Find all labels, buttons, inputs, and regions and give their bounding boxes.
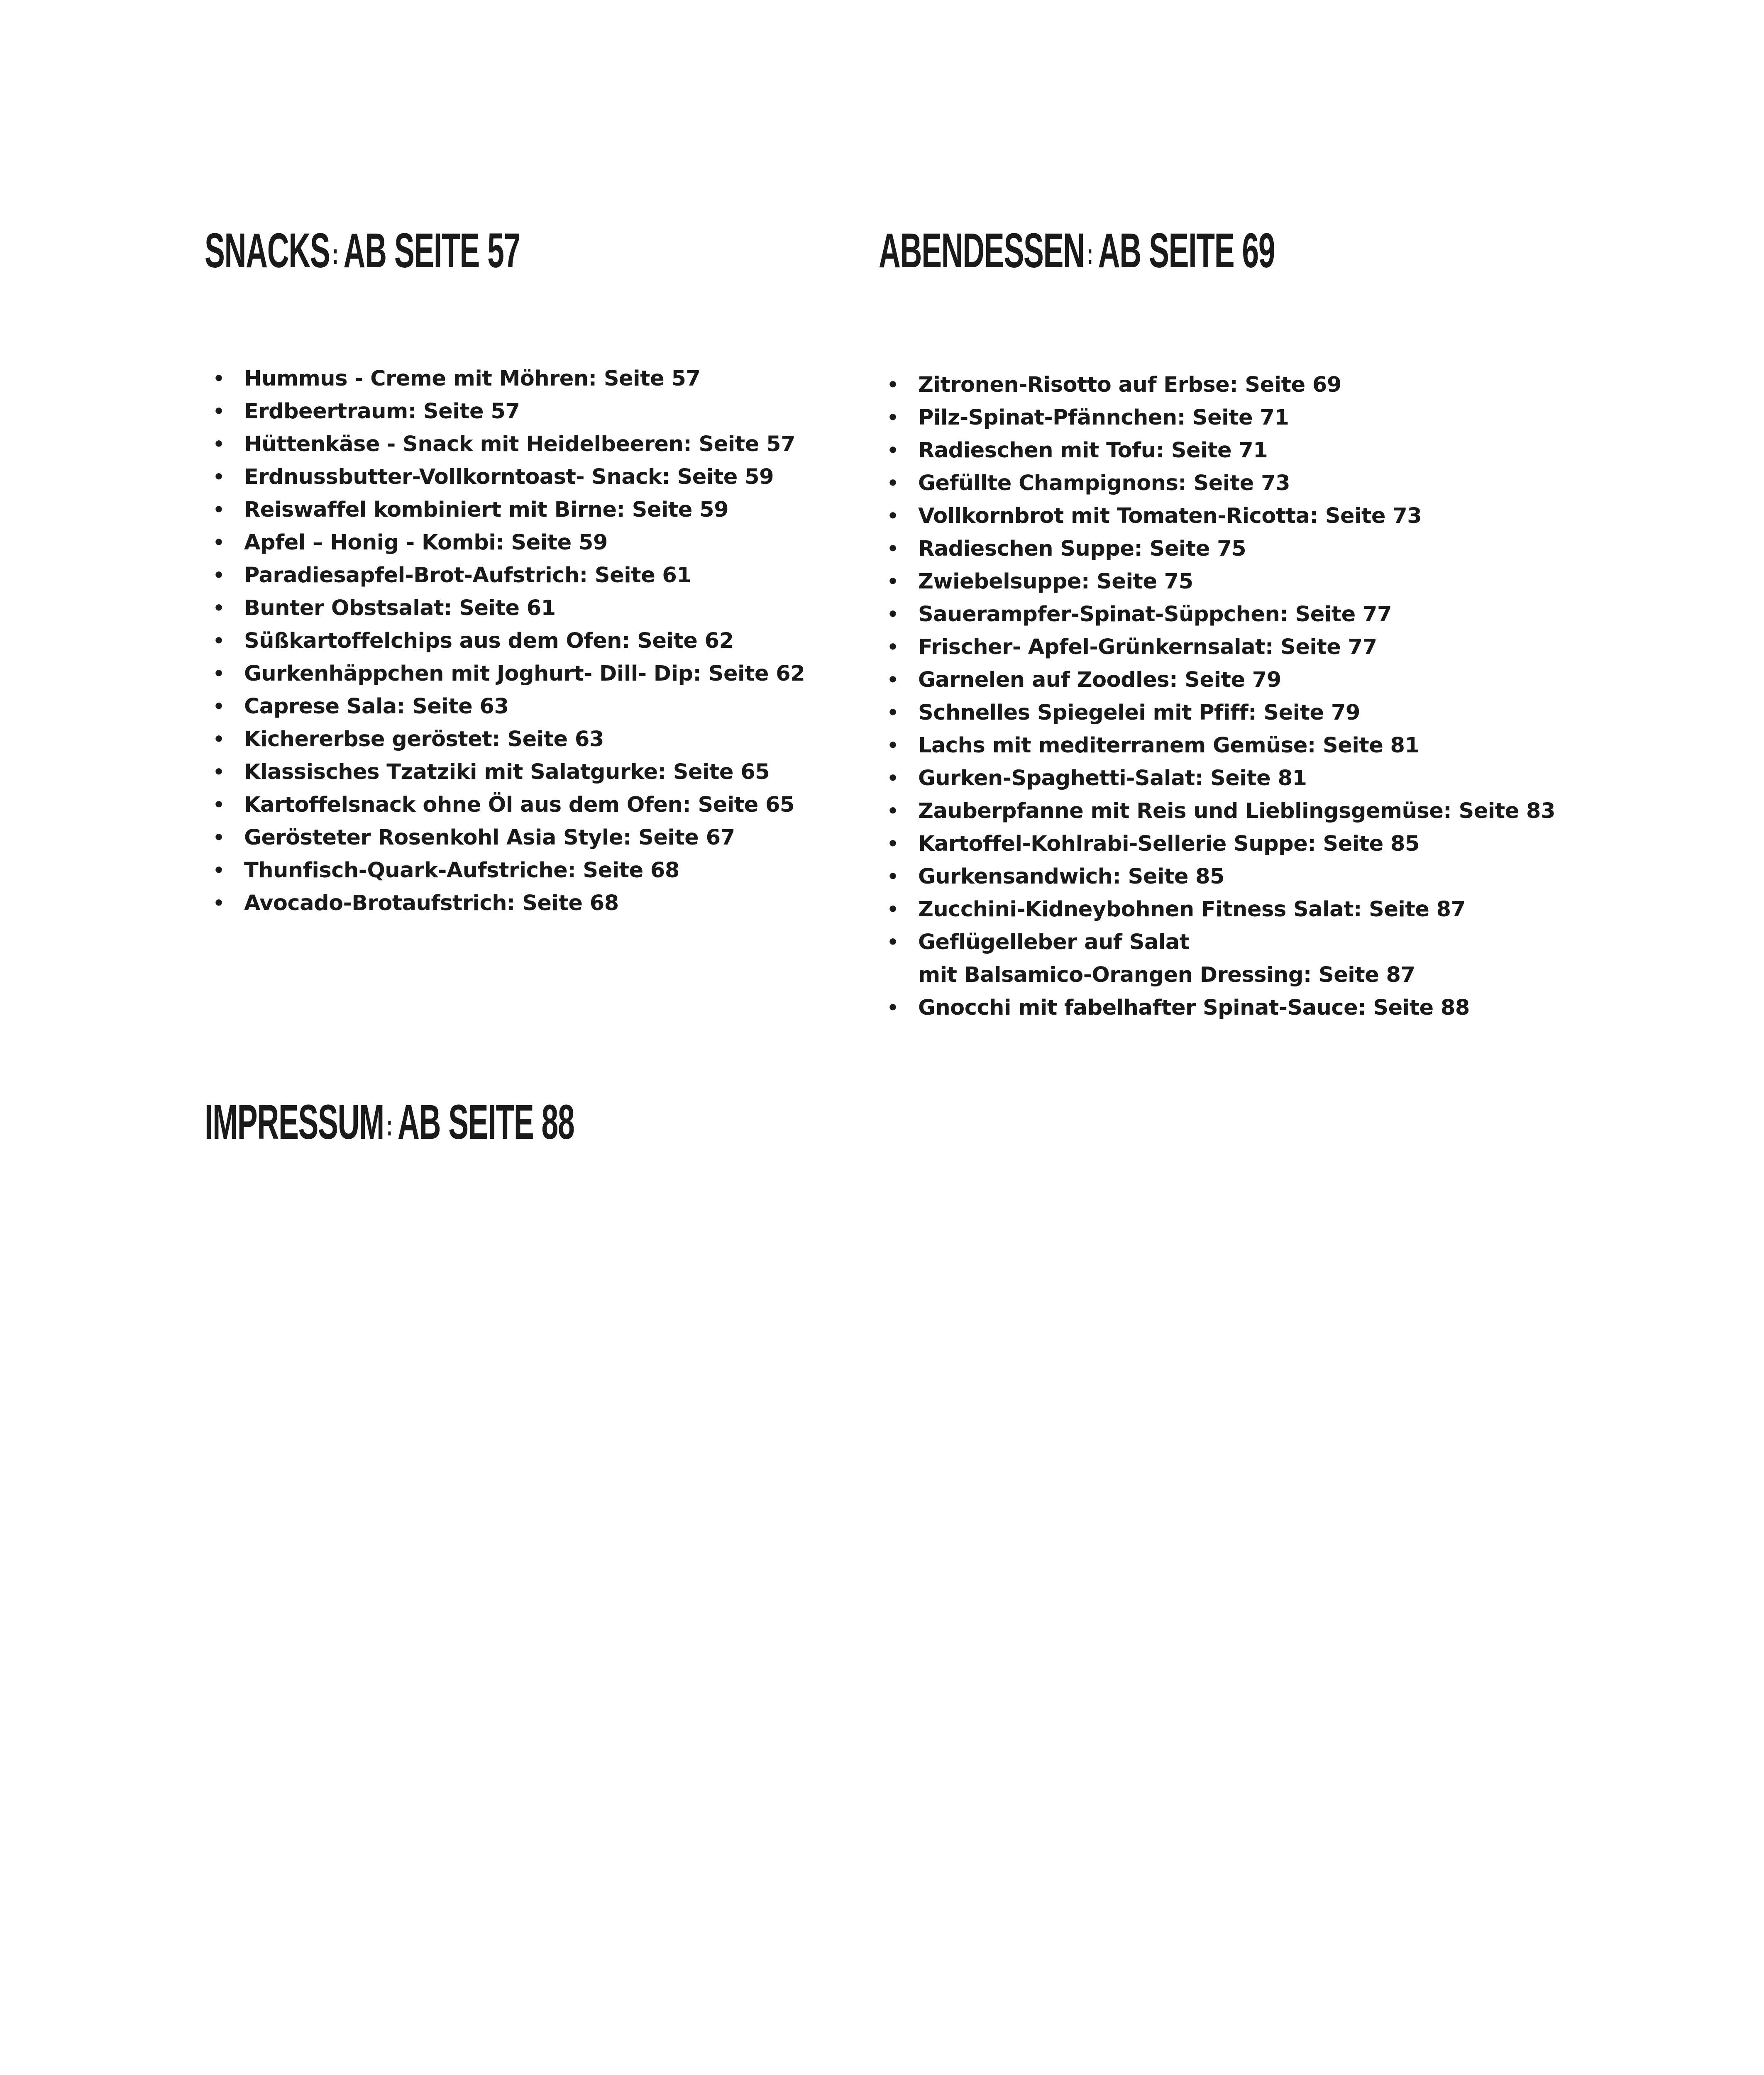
list-item: [205, 788, 805, 821]
list-item: [879, 828, 1555, 860]
section-heading-abendessen: [879, 223, 1275, 278]
list-item-label: Gurken-Spaghetti-Salat: Seite 81: [918, 766, 1307, 791]
list-item: [205, 756, 805, 788]
bullet-icon: •: [887, 899, 899, 920]
list-item: [205, 493, 805, 526]
list-item-label: Vollkornbrot mit Tomaten-Ricotta: Seite 73: [918, 504, 1422, 528]
list-item-label: Thunfisch-Quark-Aufstriche: Seite 68: [244, 858, 679, 883]
list-item-label: Hüttenkäse - Snack mit Heidelbeeren: Seite 57: [244, 432, 795, 456]
bullet-icon: •: [887, 735, 899, 756]
heading-colon: :: [332, 238, 338, 270]
section-heading-snacks: [205, 223, 520, 278]
list-item-label: Zucchini-Kidneybohnen Fitness Salat: Seite 87: [918, 897, 1466, 922]
list-item: [205, 887, 805, 920]
list-item-label: Erdnussbutter-Vollkorntoast- Snack: Seite 59: [244, 465, 774, 489]
bullet-icon: •: [213, 696, 225, 717]
bullet-icon: •: [887, 505, 899, 527]
list-item-label: Klassisches Tzatziki mit Salatgurke: Seite 65: [244, 760, 770, 784]
bullet-icon: •: [887, 407, 899, 428]
section-heading-impressum: [205, 1095, 574, 1150]
bullet-icon: •: [887, 637, 899, 658]
list-item-label: Reiswaffel kombiniert mit Birne: Seite 59: [244, 498, 729, 522]
bullet-icon: •: [887, 538, 899, 559]
bullet-icon: •: [887, 473, 899, 494]
list-item-label: Kichererbse geröstet: Seite 63: [244, 727, 604, 752]
list-item: [879, 762, 1555, 795]
list-item: [879, 401, 1555, 434]
list-item: [205, 526, 805, 559]
list-item-label: Kartoffel-Kohlrabi-Sellerie Suppe: Seite 85: [918, 832, 1420, 856]
bullet-icon: •: [213, 630, 225, 652]
bullet-icon: •: [213, 532, 225, 553]
bullet-icon: •: [213, 466, 225, 488]
list-item: [879, 795, 1555, 828]
bullet-icon: •: [887, 374, 899, 395]
list-item-label: Paradiesapfel-Brot-Aufstrich: Seite 61: [244, 563, 691, 588]
list-item: [205, 657, 805, 690]
bullet-icon: •: [213, 827, 225, 848]
list-item-label: Zwiebelsuppe: Seite 75: [918, 569, 1193, 594]
list-item: [205, 559, 805, 592]
bullet-icon: •: [213, 401, 225, 422]
list-item: [879, 696, 1555, 729]
list-item-label: Kartoffelsnack ohne Öl aus dem Ofen: Seite 65: [244, 793, 794, 817]
bullet-icon: •: [213, 762, 225, 783]
list-item: [879, 369, 1555, 401]
bullet-icon: •: [887, 866, 899, 887]
bullet-icon: •: [887, 440, 899, 461]
list-item: [879, 729, 1555, 762]
list-item: [879, 926, 1555, 991]
list-item-label: Caprese Sala: Seite 63: [244, 694, 509, 719]
snacks-list: [205, 362, 805, 920]
list-item-label: Lachs mit mediterranem Gemüse: Seite 81: [918, 733, 1420, 758]
list-item: [205, 461, 805, 493]
list-item: [205, 592, 805, 625]
list-item-label-line-2: mit Balsamico-Orangen Dressing: Seite 87: [918, 963, 1415, 987]
heading-title: IMPRESSUM: [205, 1095, 384, 1150]
list-item: [879, 565, 1555, 598]
list-item: [205, 821, 805, 854]
list-item-label-line-1: Geflügelleber auf Salat: [918, 930, 1190, 954]
list-item: [205, 625, 805, 657]
bullet-icon: •: [213, 729, 225, 750]
heading-range: AB SEITE 57: [343, 223, 520, 278]
list-item-label: Gefüllte Champignons: Seite 73: [918, 471, 1290, 496]
list-item-label: Gerösteter Rosenkohl Asia Style: Seite 67: [244, 825, 735, 850]
list-item-label: Zitronen-Risotto auf Erbse: Seite 69: [918, 373, 1341, 397]
list-item-label: Sauerampfer-Spinat-Süppchen: Seite 77: [918, 602, 1392, 627]
list-item: [205, 395, 805, 428]
bullet-icon: •: [213, 663, 225, 684]
bullet-icon: •: [887, 997, 899, 1018]
heading-range: AB SEITE 69: [1098, 223, 1275, 278]
heading-colon: :: [386, 1109, 392, 1142]
bullet-icon: •: [887, 801, 899, 822]
list-item-label: Süßkartoffelchips aus dem Ofen: Seite 62: [244, 629, 734, 653]
bullet-icon: •: [213, 499, 225, 520]
list-item-label: Radieschen Suppe: Seite 75: [918, 537, 1246, 561]
bullet-icon: •: [213, 598, 225, 619]
list-item: [205, 690, 805, 723]
list-item-label: Zauberpfanne mit Reis und Lieblingsgemüse: Seite 83: [918, 799, 1555, 823]
list-item-label: Bunter Obstsalat: Seite 61: [244, 596, 556, 620]
list-item: [879, 467, 1555, 500]
list-item-label: Avocado-Brotaufstrich: Seite 68: [244, 891, 619, 915]
heading-title: SNACKS: [205, 223, 330, 278]
list-item: [879, 631, 1555, 664]
list-item-label: Gurkensandwich: Seite 85: [918, 864, 1225, 889]
bullet-icon: •: [887, 669, 899, 691]
list-item: [879, 860, 1555, 893]
bullet-icon: •: [213, 860, 225, 881]
list-item: [879, 532, 1555, 565]
list-item-label: Frischer- Apfel-Grünkernsalat: Seite 77: [918, 635, 1377, 659]
bullet-icon: •: [887, 702, 899, 723]
bullet-icon: •: [213, 794, 225, 815]
bullet-icon: •: [887, 604, 899, 625]
list-item: [879, 664, 1555, 696]
bullet-icon: •: [213, 434, 225, 455]
list-item-label: Apfel – Honig - Kombi: Seite 59: [244, 530, 608, 555]
bullet-icon: •: [213, 565, 225, 586]
list-item: [205, 723, 805, 756]
list-item: [879, 893, 1555, 926]
list-item: [205, 854, 805, 887]
list-item-label: Garnelen auf Zoodles: Seite 79: [918, 668, 1281, 692]
bullet-icon: •: [887, 768, 899, 789]
list-item: [879, 500, 1555, 532]
bullet-icon: •: [887, 833, 899, 854]
list-item: [205, 362, 805, 395]
list-item: [879, 598, 1555, 631]
list-item-label: Schnelles Spiegelei mit Pfiff: Seite 79: [918, 701, 1360, 725]
bullet-icon: •: [213, 368, 225, 389]
list-item-label: Erdbeertraum: Seite 57: [244, 399, 520, 424]
list-item-label: Radieschen mit Tofu: Seite 71: [918, 438, 1268, 463]
list-item: [205, 428, 805, 461]
bullet-icon: •: [213, 893, 225, 914]
list-item-label: Hummus - Creme mit Möhren: Seite 57: [244, 366, 701, 391]
list-item-label: Pilz-Spinat-Pfännchen: Seite 71: [918, 405, 1289, 430]
list-item-label: Gnocchi mit fabelhafter Spinat-Sauce: Seite 88: [918, 996, 1470, 1020]
bullet-icon: •: [887, 571, 899, 592]
heading-colon: :: [1087, 238, 1093, 270]
abendessen-list: [879, 369, 1555, 1024]
bullet-icon: •: [887, 932, 899, 953]
heading-range: AB SEITE 88: [397, 1095, 574, 1150]
list-item: [879, 991, 1555, 1024]
list-item: [879, 434, 1555, 467]
heading-title: ABENDESSEN: [879, 223, 1085, 278]
list-item-label: Gurkenhäppchen mit Joghurt- Dill- Dip: Seite 62: [244, 662, 805, 686]
